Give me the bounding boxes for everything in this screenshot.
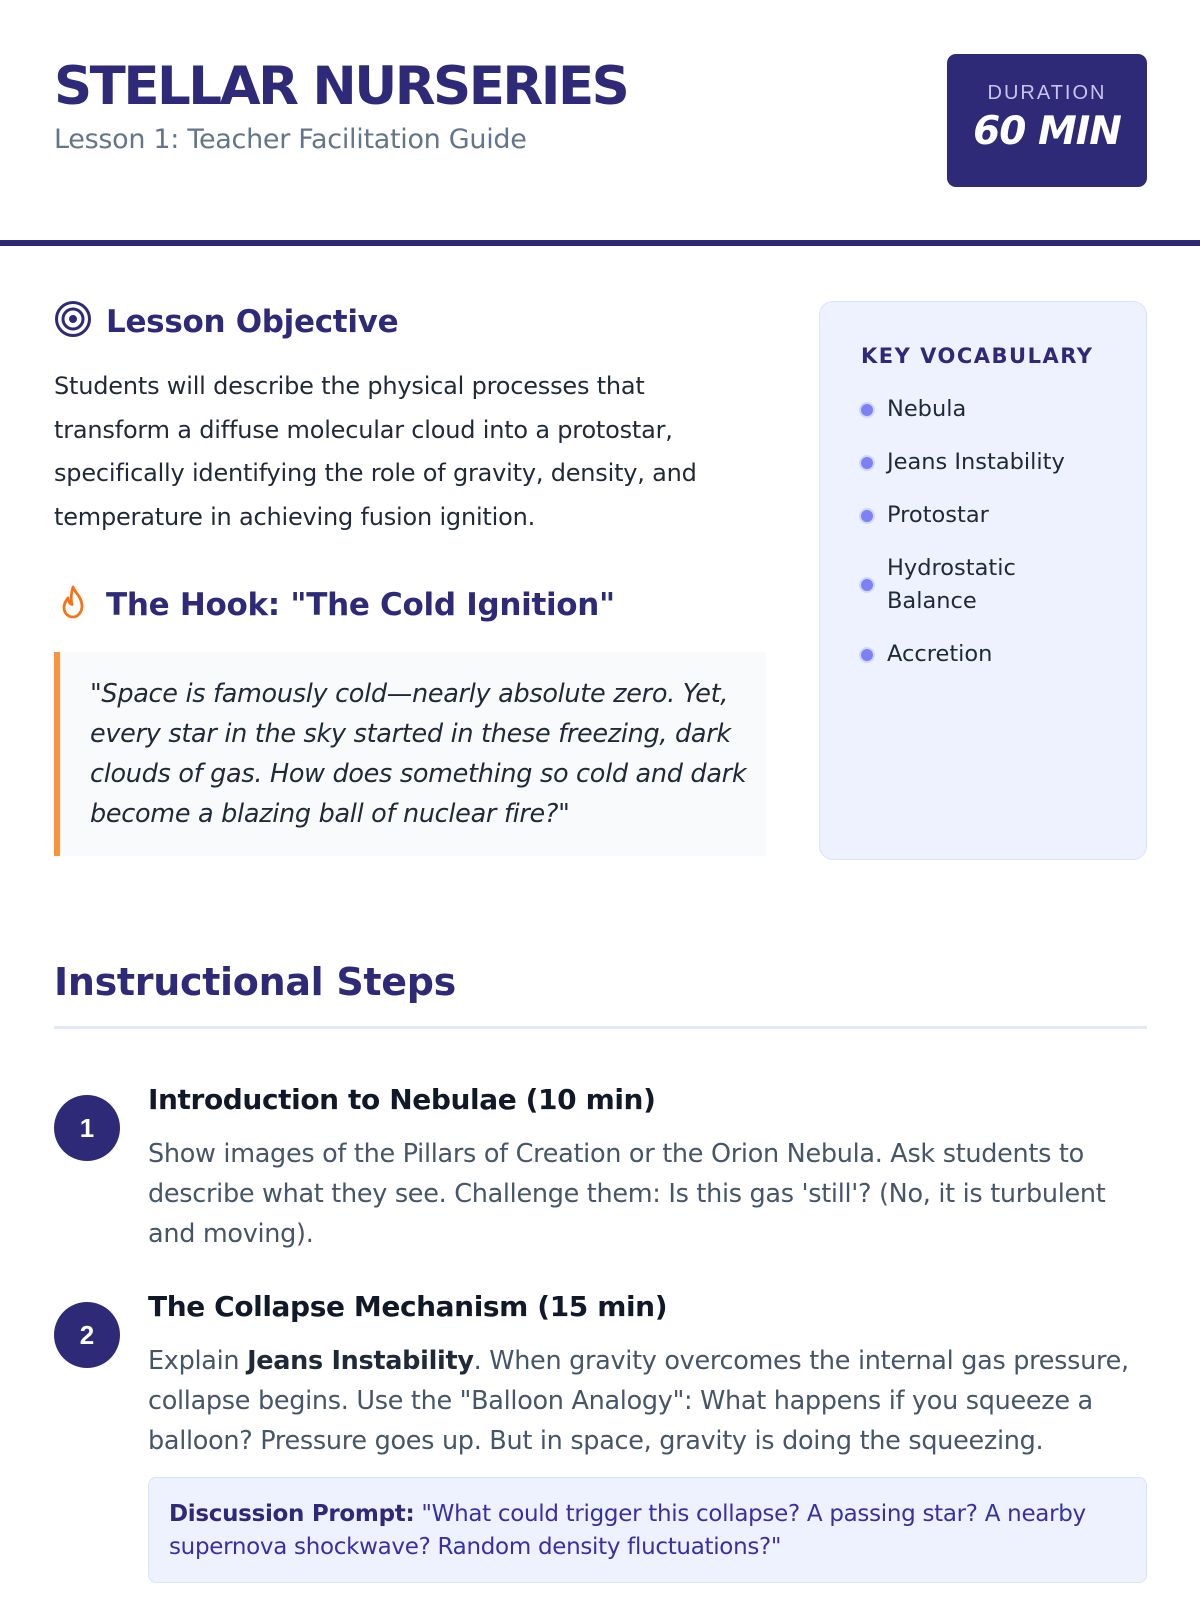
vocabulary-item (861, 552, 1016, 618)
bullet-icon (861, 510, 873, 522)
objective-text: Students will describe the physical processes that transform a diffuse molecular cloud into a protostar, specifically identifying the role of gravity, density, and temperature in achieving fusion ignition. (54, 372, 697, 531)
step-title: Introduction to Nebulae (10 min) (148, 1083, 656, 1116)
step-text-lead: Explain (148, 1346, 248, 1376)
hook-heading-row (54, 583, 766, 626)
instructional-steps (54, 960, 1147, 1583)
steps-heading: Instructional Steps (54, 960, 1147, 1029)
vocabulary-item (861, 393, 1146, 426)
step-text: Show images of the Pillars of Creation or the Orion Nebula. Ask students to describe what they see. Challenge them: Is this gas 'still'? (No, it is turbulent and moving). (148, 1139, 1106, 1249)
vocabulary-item (861, 446, 1146, 479)
step-item (54, 1083, 1147, 1254)
discussion-prompt-box (148, 1477, 1147, 1583)
vocabulary-list (861, 393, 1146, 671)
step-title: The Collapse Mechanism (15 min) (148, 1290, 668, 1323)
key-vocabulary-panel (819, 301, 1147, 860)
objective-heading-row (54, 300, 766, 343)
step-text-rest: . When gravity overcomes the internal gas pressure, collapse begins. Use the "Balloon Analogy": What happens if you squeeze a balloon? Pressure goes up. But in space, gravity is doing the squeezing. (148, 1346, 1129, 1456)
bullet-icon (861, 649, 873, 661)
vocabulary-item (861, 499, 1146, 532)
page-subtitle: Lesson 1: Teacher Facilitation Guide (54, 124, 527, 155)
vocabulary-item (861, 638, 1146, 671)
objective-heading: Lesson Objective (106, 303, 399, 340)
bullet-icon (861, 579, 873, 591)
page-title: STELLAR NURSERIES (54, 56, 628, 117)
step-item (54, 1290, 1147, 1583)
vocabulary-term: Nebula (887, 396, 967, 422)
vocabulary-term: Hydrostatic Balance (887, 555, 1016, 614)
target-icon (54, 300, 92, 343)
discussion-prompt-text: "What could trigger this collapse? A passing star? A nearby supernova shockwave? Random density fluctuations?" (169, 1501, 1086, 1560)
header-divider (0, 240, 1200, 246)
vocabulary-term: Accretion (887, 641, 993, 667)
bullet-icon (861, 404, 873, 416)
step-text-term: Jeans Instability (247, 1346, 474, 1376)
flame-icon (54, 583, 92, 626)
duration-label: DURATION (987, 82, 1107, 104)
vocabulary-term: Protostar (887, 502, 989, 528)
bullet-icon (861, 457, 873, 469)
step-number-badge: 1 (54, 1095, 120, 1161)
duration-value: 60 MIN (973, 109, 1121, 154)
vocabulary-heading: KEY VOCABULARY (861, 344, 1094, 368)
page-header (54, 52, 1147, 192)
step-text (148, 1341, 1147, 1461)
duration-badge (947, 54, 1147, 187)
vocabulary-term: Jeans Instability (887, 449, 1065, 475)
discussion-prompt-label: Discussion Prompt: (169, 1501, 415, 1527)
main-column (54, 300, 766, 856)
hook-heading: The Hook: "The Cold Ignition" (106, 586, 615, 623)
step-number-badge: 2 (54, 1302, 120, 1368)
hook-quote: "Space is famously cold—nearly absolute zero. Yet, every star in the sky started in these freezing, dark clouds of gas. How does something so cold and dark become a blazing ball of nuclear fire?" (54, 652, 766, 856)
